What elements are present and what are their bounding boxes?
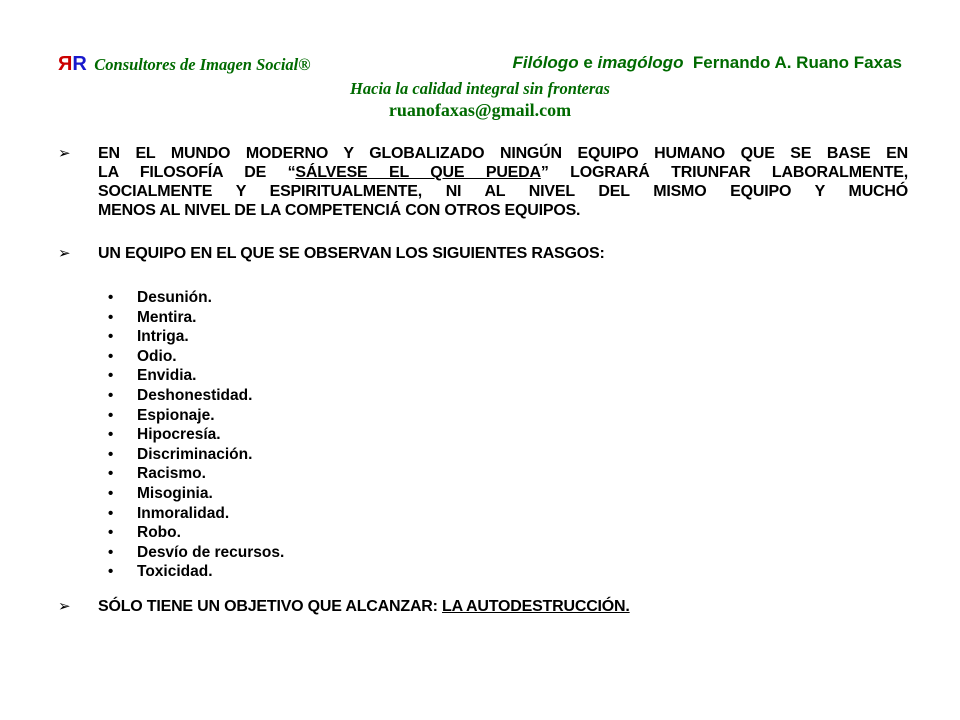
bullet-heading-2 <box>58 244 908 263</box>
line-2-pre: LA FILOSOFÍA DE “ <box>98 164 296 181</box>
title-word-imagologo: imagólogo <box>597 53 684 72</box>
bullet-dot-icon: • <box>108 524 114 542</box>
author-name: Fernando A. Ruano Faxas <box>692 53 902 72</box>
conclusion-text <box>98 597 908 616</box>
paragraph-1-line-1: EN EL MUNDO MODERNO Y GLOBALIZADO NINGÚN EQUIPO HUMANO QUE SE BASE EN <box>98 145 908 162</box>
paragraph-1-line-4: MENOS AL NIVEL DE LA COMPETENCIÁ CON OTROS EQUIPOS. <box>98 202 581 219</box>
bullet-dot-icon: • <box>108 543 114 561</box>
list-item-label: Deshonestidad. <box>137 386 253 404</box>
list-item-label: Toxicidad. <box>137 563 213 581</box>
traits-list <box>108 288 284 582</box>
list-item-label: Intriga. <box>137 328 189 346</box>
list-item <box>108 308 284 328</box>
paragraph-1-text <box>98 144 908 220</box>
logo-letter-r: R <box>72 53 87 75</box>
bullet-dot-icon: • <box>108 308 114 326</box>
list-item-label: Desvío de recursos. <box>137 543 285 561</box>
paragraph-1-line-3: SOCIALMENTE Y ESPIRITUALMENTE, NI AL NIVEL DEL MISMO EQUIPO Y MUCHÓ <box>98 183 908 200</box>
tagline: Hacia la calidad integral sin fronteras <box>350 79 610 98</box>
list-item-label: Inmoralidad. <box>137 504 230 522</box>
list-item <box>108 504 284 524</box>
list-item <box>108 366 284 386</box>
line-2-post: ” LOGRARÁ TRIUNFAR LABORALMENTE, <box>540 164 908 181</box>
list-item <box>108 327 284 347</box>
list-item <box>108 484 284 504</box>
list-item-label: Discriminación. <box>137 445 253 463</box>
list-item <box>108 523 284 543</box>
arrow-bullet-icon: ➢ <box>58 145 71 162</box>
title-word-filologo: Filólogo <box>512 53 579 72</box>
list-item-label: Envidia. <box>137 367 197 385</box>
bullet-dot-icon: • <box>108 406 114 424</box>
conclusion-pre: SÓLO TIENE UN OBJETIVO QUE ALCANZAR: <box>98 598 443 615</box>
list-item-label: Odio. <box>137 347 177 365</box>
list-item-label: Hipocresía. <box>137 426 221 444</box>
list-item <box>108 406 284 426</box>
underlined-phrase-autodestruccion: LA AUTODESTRUCCIÓN. <box>442 598 630 615</box>
bullet-dot-icon: • <box>108 347 114 365</box>
list-item-label: Robo. <box>137 524 181 542</box>
list-item <box>108 445 284 465</box>
bullet-conclusion-3 <box>58 597 908 616</box>
bullet-dot-icon: • <box>108 484 114 502</box>
bullet-dot-icon: • <box>108 386 114 404</box>
bullet-dot-icon: • <box>108 426 114 444</box>
bullet-dot-icon: • <box>108 328 114 346</box>
list-item <box>108 347 284 367</box>
list-item <box>108 543 284 563</box>
header-title <box>300 53 902 73</box>
bullet-paragraph-1 <box>58 144 908 220</box>
list-item-label: Mentira. <box>137 308 197 326</box>
bullet-dot-icon: • <box>108 563 114 581</box>
title-word-e: e <box>583 53 593 72</box>
paragraph-1-line-2 <box>98 163 908 182</box>
list-item-label: Misoginia. <box>137 484 213 502</box>
logo-letter-ya: Я <box>58 53 73 75</box>
list-item <box>108 288 284 308</box>
email-address: ruanofaxas@gmail.com <box>388 100 572 120</box>
bullet-dot-icon: • <box>108 465 114 483</box>
arrow-bullet-icon: ➢ <box>58 245 71 262</box>
list-item-label: Racismo. <box>137 465 206 483</box>
bullet-dot-icon: • <box>108 445 114 463</box>
logo <box>58 53 311 76</box>
underlined-phrase-salvese: SÁLVESE EL QUE PUEDA <box>295 164 541 181</box>
list-item <box>108 425 284 445</box>
list-item <box>108 386 284 406</box>
arrow-bullet-icon: ➢ <box>58 598 71 615</box>
brand-name: Consultores de Imagen Social® <box>94 55 311 74</box>
list-item-label: Espionaje. <box>137 406 215 424</box>
heading-2-text: UN EQUIPO EN EL QUE SE OBSERVAN LOS SIGUIENTES RASGOS: <box>98 245 605 262</box>
list-item <box>108 562 284 582</box>
list-item <box>108 464 284 484</box>
bullet-dot-icon: • <box>108 504 114 522</box>
bullet-dot-icon: • <box>108 289 114 306</box>
bullet-dot-icon: • <box>108 367 114 385</box>
list-item-label: Desunión. <box>137 289 212 306</box>
